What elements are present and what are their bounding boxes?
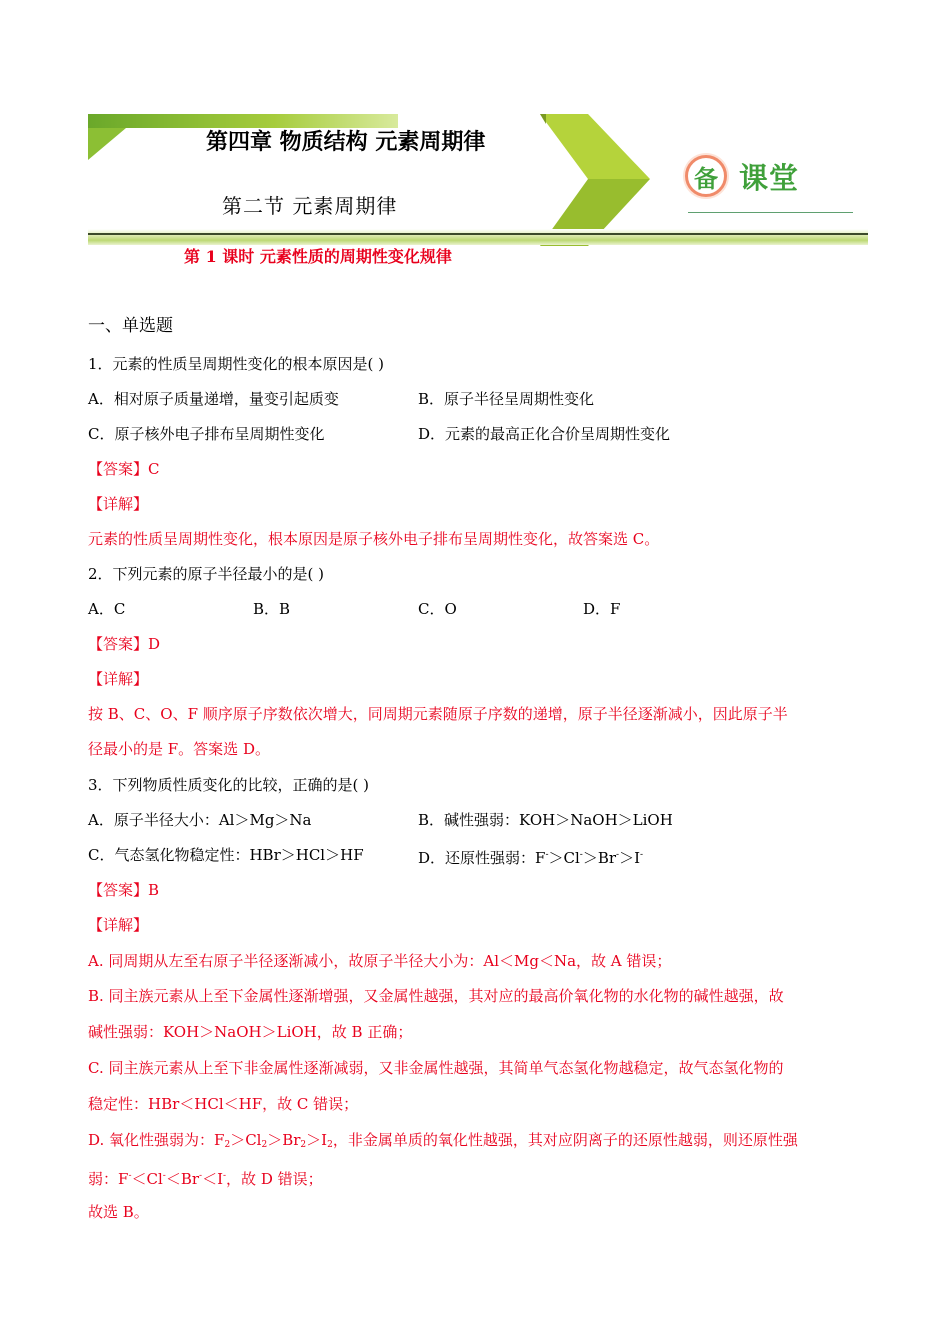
q3-explain-b-1: B. 同主族元素从上至下金属性逐渐增强，又金属性越强，其对应的最高价氧化物的水化物的碱性越强，故 [88, 987, 784, 1005]
q3-explain-b-2: 碱性强弱：KOH＞NaOH＞LiOH，故 B 正确； [88, 1023, 413, 1041]
q1-answer: 【答案】C [88, 460, 160, 478]
lesson-title: 第 1 课时 元素性质的周期性变化规律 [184, 247, 452, 266]
logo-text: 课堂 [739, 160, 800, 195]
section-heading: 一、单选题 [88, 316, 173, 336]
banner-divider [88, 233, 868, 235]
section-title: 第二节 元素周期律 [222, 194, 398, 218]
q2-explain-label: 【详解】 [88, 670, 149, 688]
question-1-stem: 1．元素的性质呈周期性变化的根本原因是( ) [88, 355, 385, 373]
q1-option-c: C．原子核外电子排布呈周期性变化 [88, 425, 325, 443]
q2-explain-line-2: 径最小的是 F。答案选 D。 [88, 740, 270, 758]
logo [685, 156, 799, 196]
banner-corner-triangle [88, 128, 126, 160]
q3-explain-c-1: C. 同主族元素从上至下非金属性逐渐减弱，又非金属性越强，其简单气态氢化物越稳定，故气态氢化物的 [88, 1059, 784, 1077]
q3-option-a: A．原子半径大小：Al＞Mg＞Na [88, 811, 312, 829]
q2-option-d: D．F [583, 600, 621, 618]
q1-explain-label: 【详解】 [88, 495, 149, 513]
q1-option-b: B．原子半径呈周期性变化 [418, 390, 595, 408]
q3-explain-d-2: 弱：F-＜Cl-＜Br-＜I-，故 D 错误； [88, 1170, 323, 1188]
logo-circle-icon: 备 [685, 155, 727, 197]
q2-explain-line-1: 按 B、C、O、F 顺序原子序数依次增大，同周期元素随原子序数的递增，原子半径逐渐减小，因此原子半 [88, 705, 788, 723]
q3-explain-c-2: 稳定性：HBr＜HCl＜HF，故 C 错误； [88, 1095, 359, 1113]
question-2-stem: 2．下列元素的原子半径最小的是( ) [88, 565, 325, 583]
q1-explain: 元素的性质呈周期性变化，根本原因是原子核外电子排布呈周期性变化，故答案选 C。 [88, 530, 660, 548]
chapter-title: 第四章 物质结构 元素周期律 [206, 130, 486, 155]
q2-option-b: B．B [253, 600, 291, 618]
q3-option-c: C．气态氢化物稳定性：HBr＞HCl＞HF [88, 846, 364, 864]
q3-option-d: D．还原性强弱：F-＞Cl-＞Br-＞I- [418, 849, 644, 867]
q3-option-b: B．碱性强弱：KOH＞NaOH＞LiOH [418, 811, 673, 829]
q3-explain-a: A. 同周期从左至右原子半径逐渐减小，故原子半径大小为：Al＜Mg＜Na，故 A 错误； [88, 952, 672, 970]
banner-bottom-bar [88, 229, 868, 245]
q1-option-d: D．元素的最高正化合价呈周期性变化 [418, 425, 671, 443]
question-3-stem: 3．下列物质性质变化的比较，正确的是( ) [88, 776, 370, 794]
q2-answer: 【答案】D [88, 635, 161, 653]
q3-explain-d-1: D. 氧化性强弱为：$F_2>Cl_2>Br_2>I_2$，非金属单质的氧化性越强，其对应阴离子的还原性越弱，则还原性强 [88, 1131, 798, 1150]
q2-option-a: A．C [88, 600, 126, 618]
q3-answer: 【答案】B [88, 881, 160, 899]
q1-option-a: A．相对原子质量递增，量变引起质变 [88, 390, 339, 408]
banner-green-line [688, 212, 853, 213]
q3-explain-label: 【详解】 [88, 916, 149, 934]
q2-option-c: C．O [418, 600, 457, 618]
q3-conclusion: 故选 B。 [88, 1203, 149, 1221]
